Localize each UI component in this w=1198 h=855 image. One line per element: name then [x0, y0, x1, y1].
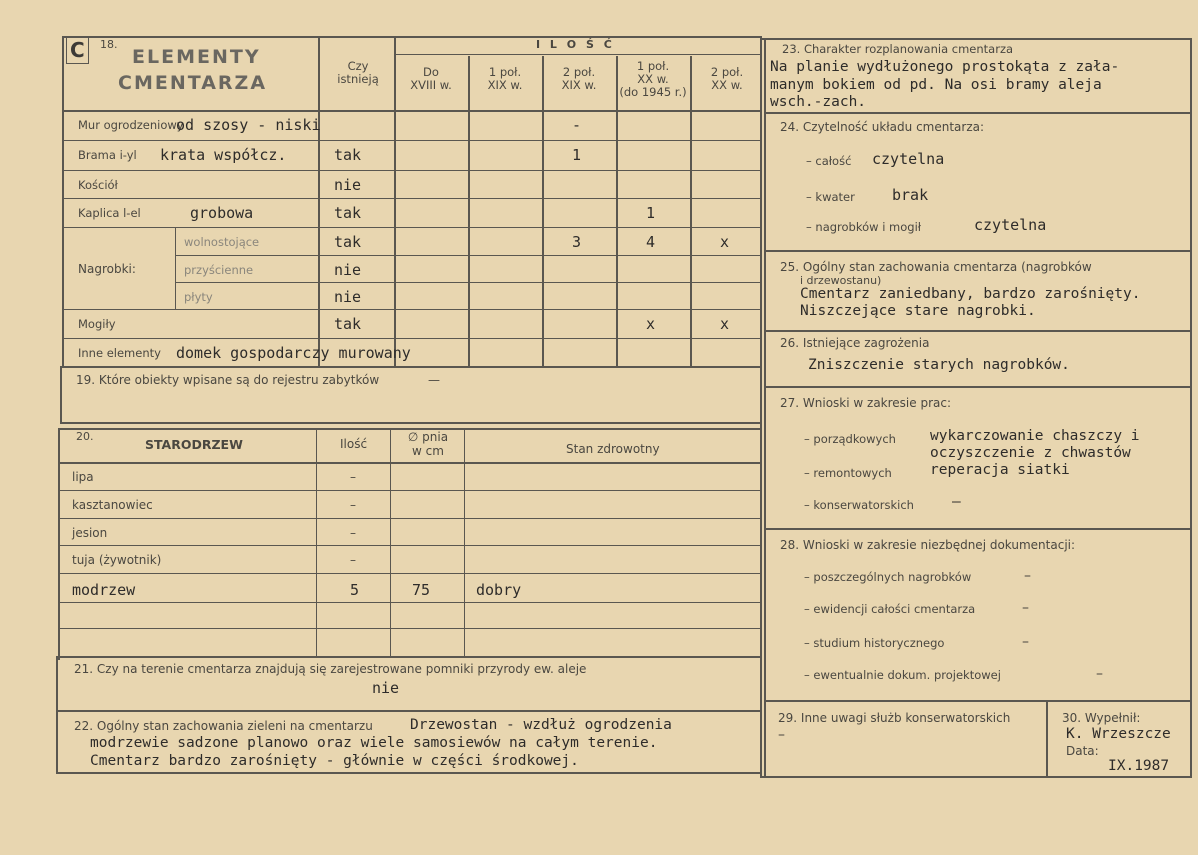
- section22-line2: modrzewie sadzone planowo oraz wiele samosiewów na całym terenie.: [90, 735, 658, 751]
- section24-title: 24. Czytelność układu cmentarza:: [780, 120, 985, 134]
- section22-line3: Cmentarz bardzo zarośnięty - głównie w części środkowej.: [90, 753, 579, 769]
- doc-item-value: –: [1022, 600, 1029, 616]
- czy-istnieja-header: Czy istnieją: [337, 59, 379, 86]
- doc-item-label: – studium historycznego: [804, 636, 945, 650]
- ilosc-column-header: Ilość: [340, 437, 368, 451]
- period-column-header: 1 poł. XIX w.: [487, 65, 523, 92]
- section18-number: 18.: [100, 38, 118, 51]
- work-item-label: – porządkowych: [804, 432, 896, 446]
- readability-item-value: brak: [892, 186, 929, 204]
- readability-item-label: – kwater: [806, 190, 855, 204]
- section22-line1: Drzewostan - wzdłuż ogrodzenia: [410, 717, 672, 733]
- element-row-label: Mogiły: [78, 317, 116, 331]
- tree-count: –: [350, 498, 356, 512]
- section18-title-line1: ELEMENTY: [132, 46, 261, 68]
- tree-name: lipa: [72, 470, 94, 484]
- tree-name: jesion: [72, 526, 108, 540]
- element-count-value: -: [572, 116, 582, 134]
- section26-title: 26. Istniejące zagrożenia: [780, 336, 930, 350]
- readability-item-label: – całość: [806, 154, 852, 168]
- doc-item-label: – poszczególnych nagrobków: [804, 570, 972, 584]
- section23-line1: Na planie wydłużonego prostokąta z zała-: [770, 59, 1120, 75]
- tree-health: dobry: [476, 581, 522, 599]
- section19-answer: —: [428, 373, 440, 387]
- element-exists-value: tak: [334, 233, 362, 251]
- section18-title-line2: CMENTARZA: [118, 72, 268, 94]
- pnia-column-header: ∅ pnia w cm: [407, 430, 449, 458]
- period-column-header: 2 poł. XX w.: [710, 65, 744, 92]
- element-row-description: krata współcz.: [160, 146, 287, 164]
- element-count-value: 4: [646, 233, 656, 251]
- element-row-label: Kaplica l-el: [78, 206, 141, 220]
- doc-item-value: –: [1024, 568, 1031, 584]
- section20-number: 20.: [76, 430, 94, 443]
- section28-title: 28. Wnioski w zakresie niezbędnej dokumentacji:: [780, 538, 1076, 552]
- section25-line1: Cmentarz zaniedbany, bardzo zarośnięty.: [800, 286, 1141, 302]
- section23-line2: manym bokiem od pd. Na osi bramy aleja: [770, 77, 1102, 93]
- tree-diameter: 75: [412, 581, 431, 599]
- element-row-label: Inne elementy: [78, 346, 161, 360]
- element-exists-value: tak: [334, 146, 362, 164]
- doc-item-label: – ewidencji całości cmentarza: [804, 602, 976, 616]
- element-row-label: Brama i-yl: [78, 148, 137, 162]
- date-label: Data:: [1066, 744, 1099, 758]
- period-column-header: Do XVIII w.: [410, 65, 452, 92]
- section25-line2: Niszczejące stare nagrobki.: [800, 303, 1036, 319]
- tree-name: kasztanowiec: [72, 498, 153, 512]
- readability-item-label: – nagrobków i mogił: [806, 220, 922, 234]
- section26-text: Zniszczenie starych nagrobków.: [808, 357, 1070, 373]
- work-item-value: –: [952, 494, 961, 510]
- section23-line3: wsch.-zach.: [770, 94, 867, 110]
- section25-title: 25. Ogólny stan zachowania cmentarza (nagrobków: [780, 260, 1092, 274]
- element-exists-value: tak: [334, 204, 362, 222]
- period-column-header: 2 poł. XIX w.: [561, 65, 597, 92]
- element-count-value: 3: [572, 233, 582, 251]
- stan-column-header: Stan zdrowotny: [566, 442, 660, 456]
- work-item-value: wykarczowanie chaszczy i oczyszczenie z chwastów: [930, 428, 1140, 461]
- element-count-value: 1: [646, 204, 656, 222]
- tree-count: 5: [350, 581, 360, 599]
- work-item-label: – konserwatorskich: [804, 498, 914, 512]
- element-row-label: przyścienne: [184, 263, 254, 277]
- doc-item-value: –: [1096, 666, 1103, 682]
- element-exists-value: tak: [334, 315, 362, 333]
- element-row-description: od szosy - niski: [176, 116, 321, 134]
- section25-title2: i drzewostanu): [800, 274, 882, 287]
- work-item-value: reperacja siatki: [930, 462, 1070, 478]
- element-exists-value: nie: [334, 288, 362, 306]
- element-row-label: Mur ogrodzeniowy: [78, 118, 184, 132]
- tree-count: –: [350, 553, 356, 567]
- work-item-label: – remontowych: [804, 466, 892, 480]
- filled-by-name: K. Wrzeszcze: [1066, 726, 1171, 742]
- ilosc-header: I L O Ś Ć: [536, 38, 615, 51]
- element-count-value: x: [720, 315, 730, 333]
- element-exists-value: nie: [334, 176, 362, 194]
- section22-question: 22. Ogólny stan zachowania zieleni na cmentarzu: [74, 719, 373, 733]
- element-row-description: domek gospodarczy murowany: [176, 344, 411, 362]
- starodrzew-header: STARODRZEW: [145, 437, 243, 452]
- element-row-label: wolnostojące: [184, 235, 260, 249]
- tree-name: modrzew: [72, 581, 136, 599]
- element-count-value: x: [646, 315, 656, 333]
- section29-title: 29. Inne uwagi służb konserwatorskich: [778, 711, 1011, 725]
- corner-letter: C: [70, 38, 85, 62]
- section19-question: 19. Które obiekty wpisane są do rejestru zabytków: [76, 373, 380, 387]
- tree-count: –: [350, 470, 356, 484]
- doc-item-value: –: [1022, 634, 1029, 650]
- section30-title: 30. Wypełnił:: [1062, 711, 1141, 725]
- element-count-value: 1: [572, 146, 582, 164]
- readability-item-value: czytelna: [974, 216, 1047, 234]
- tree-count: –: [350, 526, 356, 540]
- tree-name: tuja (żywotnik): [72, 553, 162, 567]
- element-row-description: grobowa: [190, 204, 254, 222]
- section23-title: 23. Charakter rozplanowania cmentarza: [782, 42, 1014, 56]
- doc-item-label: – ewentualnie dokum. projektowej: [804, 668, 1001, 682]
- element-exists-value: nie: [334, 261, 362, 279]
- section27-title: 27. Wnioski w zakresie prac:: [780, 396, 952, 410]
- date-value: IX.1987: [1108, 758, 1170, 774]
- element-count-value: x: [720, 233, 730, 251]
- element-row-label: Kościół: [78, 178, 118, 192]
- readability-item-value: czytelna: [872, 150, 945, 168]
- element-row-label: płyty: [184, 290, 213, 304]
- section29-value: –: [778, 727, 785, 743]
- nagrobki-label: Nagrobki:: [78, 262, 136, 276]
- period-column-header: 1 poł. XX w. (do 1945 r.): [619, 59, 687, 99]
- section21-answer: nie: [372, 679, 400, 697]
- section21-question: 21. Czy na terenie cmentarza znajdują się zarejestrowane pomniki przyrody ew. aleje: [74, 662, 587, 676]
